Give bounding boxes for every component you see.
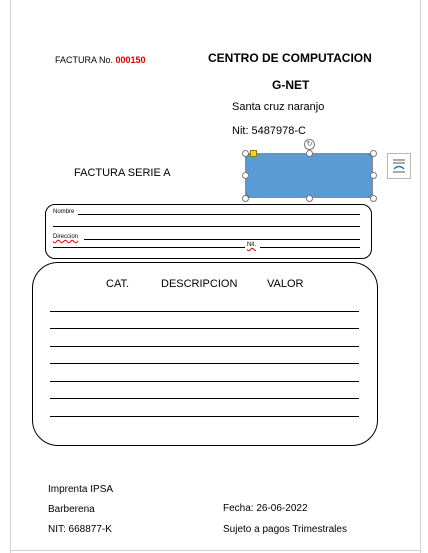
page-edge-right xyxy=(420,0,421,553)
resize-handle-ne[interactable] xyxy=(370,150,377,157)
layout-options-icon[interactable] xyxy=(387,153,411,179)
resize-handle-n[interactable] xyxy=(306,150,313,157)
company-name[interactable]: CENTRO DE COMPUTACION xyxy=(208,51,372,65)
client-nit-leading-line xyxy=(53,247,245,248)
company-nit[interactable]: Nit: 5487978-C xyxy=(232,125,306,137)
invoice-number-line[interactable] xyxy=(55,55,146,65)
table-row xyxy=(50,363,359,364)
column-header-value: VALOR xyxy=(267,278,304,290)
resize-handle-w[interactable] xyxy=(242,172,249,179)
invoice-number: 000150 xyxy=(115,55,146,65)
client-info-box[interactable] xyxy=(45,204,372,259)
company-subtitle[interactable]: G-NET xyxy=(272,78,310,92)
client-extra-line xyxy=(53,226,360,227)
table-row xyxy=(50,398,359,399)
resize-handle-e[interactable] xyxy=(370,172,377,179)
table-row xyxy=(50,328,359,329)
table-row xyxy=(50,416,359,417)
resize-handle-s[interactable] xyxy=(306,195,313,202)
table-row xyxy=(50,381,359,382)
invoice-date[interactable]: Fecha: 26-06-2022 xyxy=(223,503,308,514)
printer-name[interactable]: Imprenta IPSA xyxy=(48,484,114,495)
client-name-label: Nombre xyxy=(53,209,75,215)
printer-nit[interactable]: NIT: 668877-K xyxy=(48,524,112,535)
page-edge-bottom xyxy=(10,550,421,551)
resize-handle-sw[interactable] xyxy=(242,195,249,202)
client-address-line xyxy=(84,239,360,240)
layout-options-glyph xyxy=(388,154,410,178)
client-name-line xyxy=(78,214,360,215)
selected-rectangle-shape[interactable] xyxy=(245,153,373,198)
invoice-number-label: FACTURA No. xyxy=(55,55,114,65)
resize-handle-se[interactable] xyxy=(370,195,377,202)
company-address[interactable]: Santa cruz naranjo xyxy=(232,101,325,113)
column-header-description: DESCRIPCION xyxy=(161,278,238,290)
invoice-series[interactable]: FACTURA SERIE A xyxy=(74,167,171,179)
table-row xyxy=(50,346,359,347)
column-header-cat: CAT. xyxy=(106,278,130,290)
client-nit-line xyxy=(260,247,360,248)
table-row xyxy=(50,311,359,312)
printer-city[interactable]: Barberena xyxy=(48,504,95,515)
client-nit-label: Nit. xyxy=(247,242,256,248)
resize-handle-nw[interactable] xyxy=(242,150,249,157)
client-address-label: Direccion xyxy=(53,234,79,240)
adjust-handle[interactable] xyxy=(250,150,257,157)
tax-regime[interactable]: Sujeto a pagos Trimestrales xyxy=(223,524,347,535)
page-edge-left xyxy=(10,0,11,553)
rotate-handle-icon[interactable]: ↻ xyxy=(304,139,315,150)
